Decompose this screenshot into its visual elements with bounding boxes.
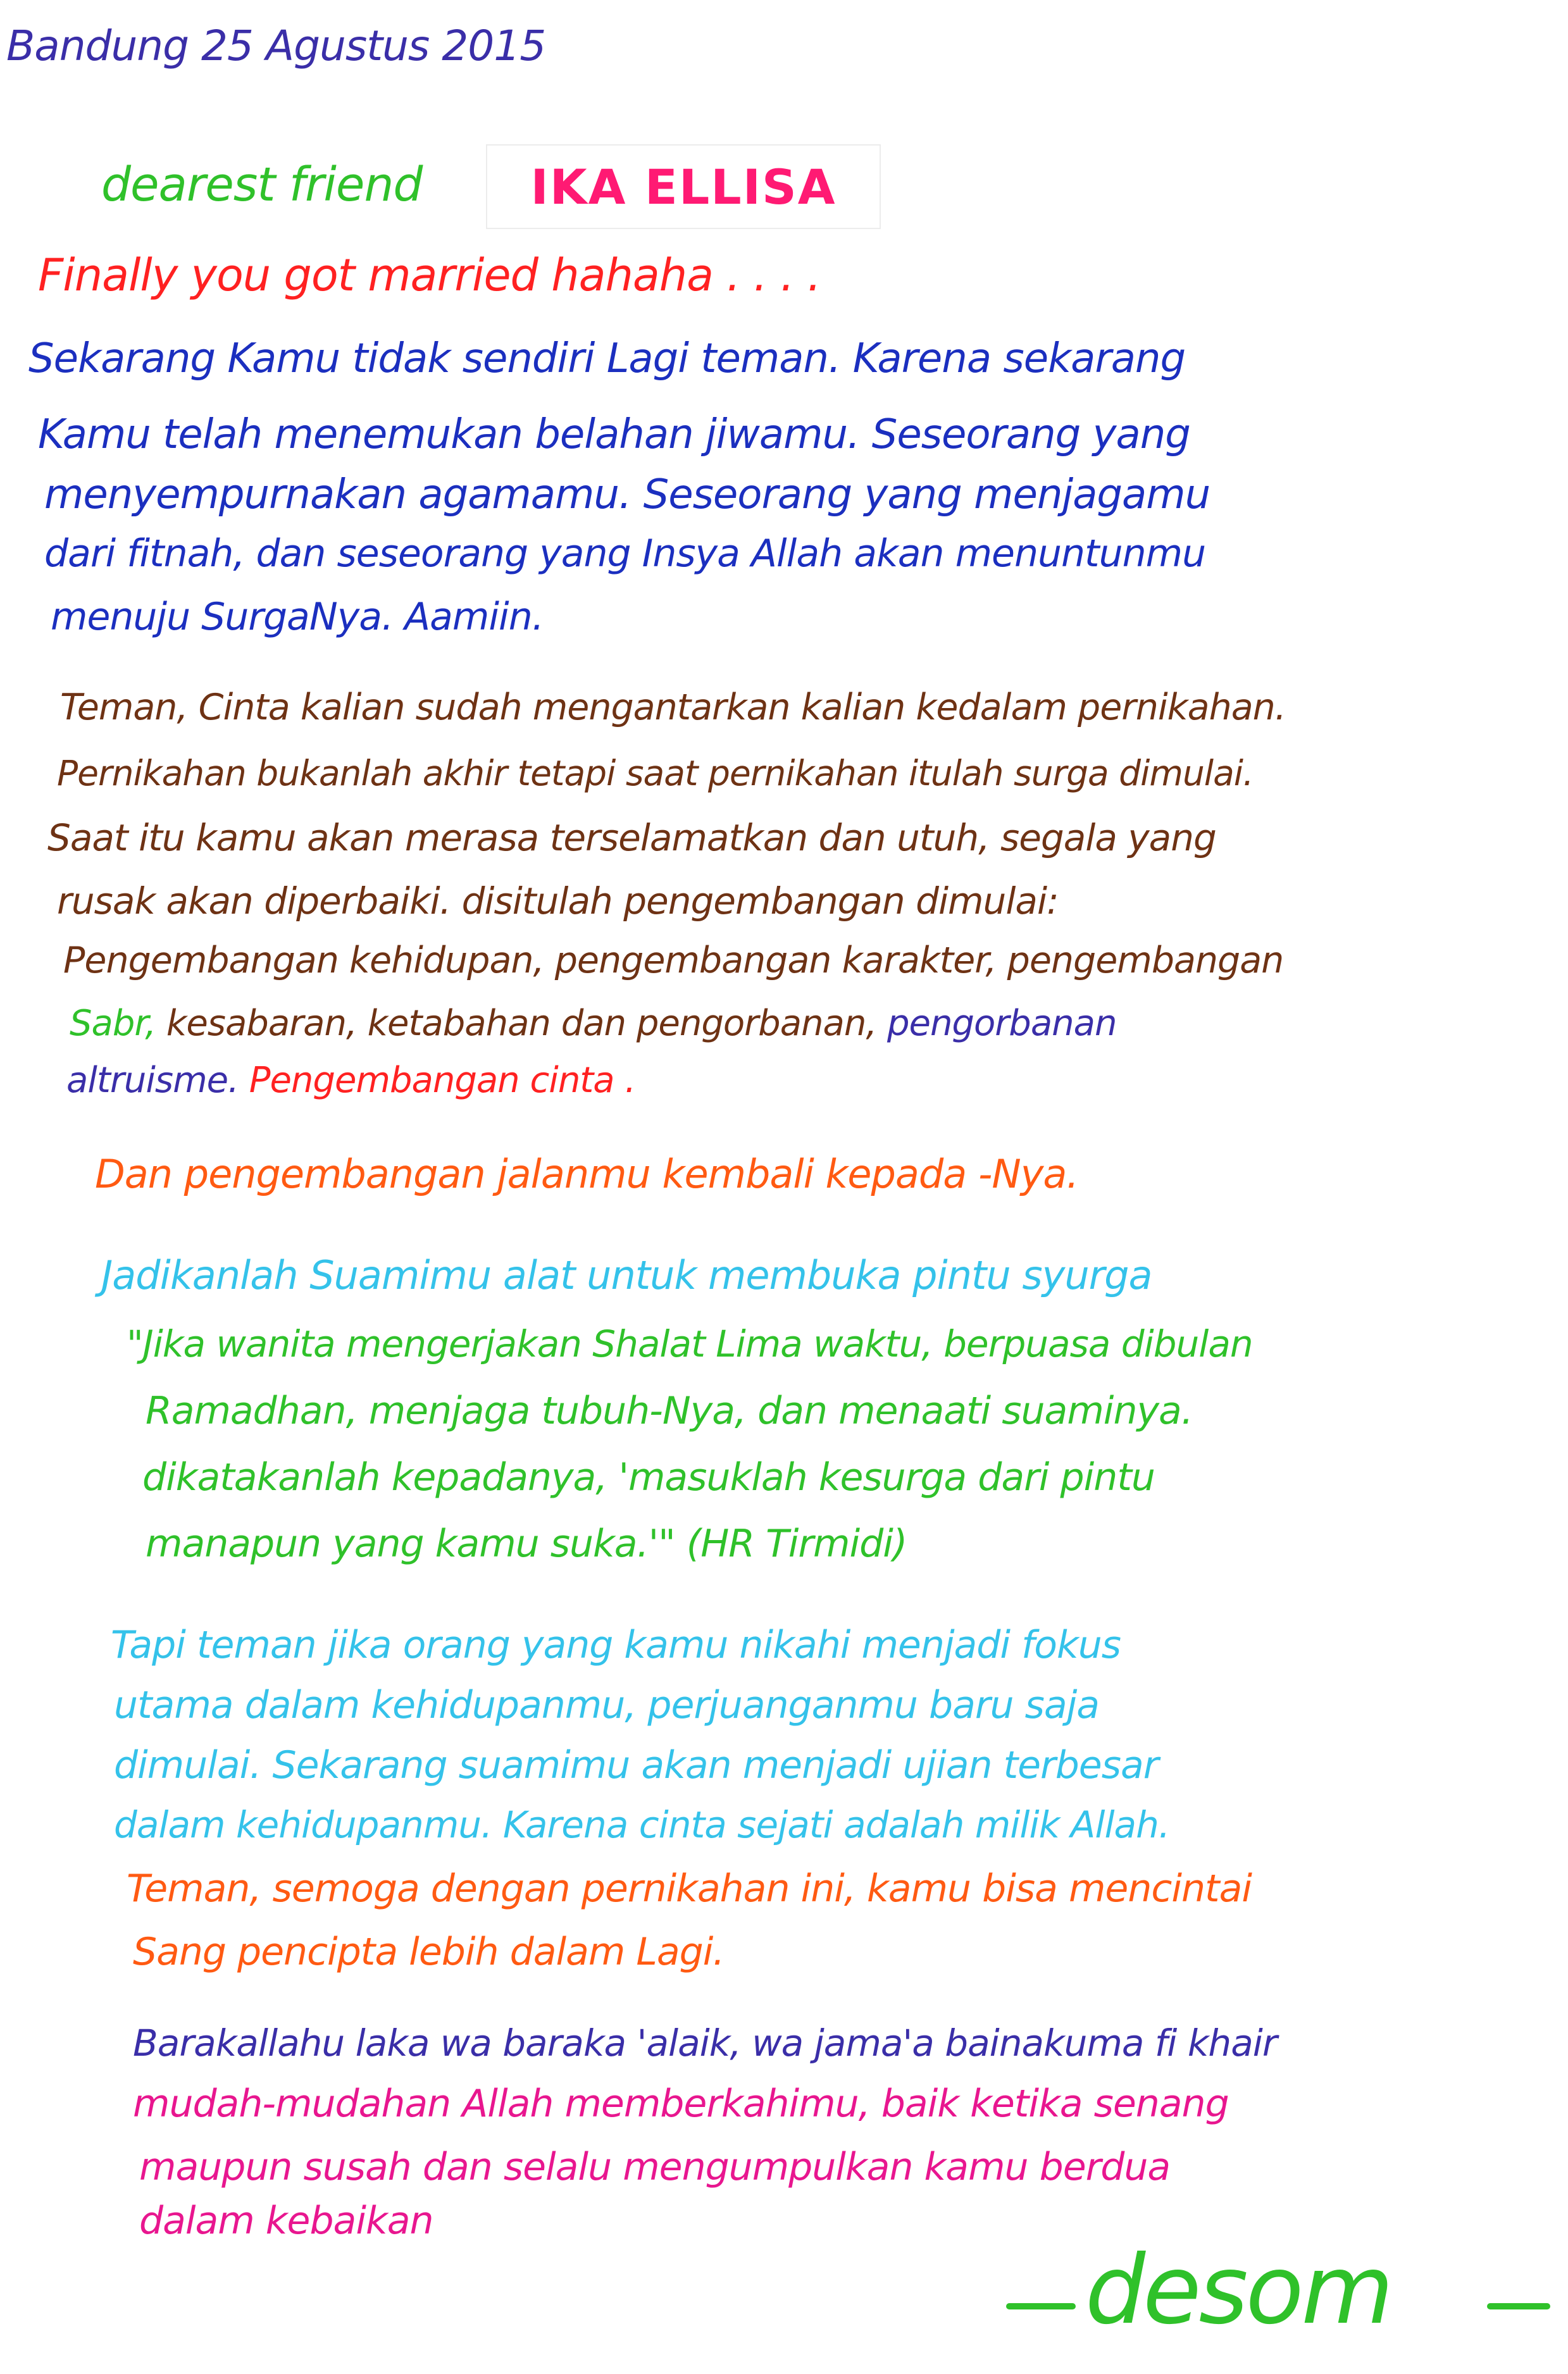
hadith-quote-line: "Jika wanita mengerjakan Shalat Lima waktu, berpuasa dibulan: [127, 1322, 1253, 1365]
paragraph-2-line-6-blue: pengorbanan: [876, 1003, 1117, 1044]
altruisme-word: altruisme.: [66, 1060, 239, 1101]
dua-translation-line: mudah-mudahan Allah memberkahimu, baik ketika senang: [133, 2082, 1229, 2126]
paragraph-2-line: Pengembangan kehidupan, pengembangan karakter, pengembangan: [63, 940, 1284, 981]
signature: [1000, 2227, 1557, 2354]
recipient-name: IKA ELLISA: [530, 158, 837, 215]
signature-name: desom: [1085, 2235, 1391, 2346]
paragraph-5-line: Tapi teman jika orang yang kamu nikahi menjadi fokus: [111, 1623, 1121, 1667]
hadith-quote-line: dikatakanlah kepadanya, 'masuklah kesurga dari pintu: [142, 1455, 1155, 1500]
paragraph-1-line: menuju SurgaNya. Aamiin.: [51, 595, 544, 639]
paragraph-1-line: menyempurnakan agamamu. Seseorang yang menjagamu: [44, 471, 1210, 518]
paragraph-2-line-6-brown: kesabaran, ketabahan dan pengorbanan,: [156, 1003, 877, 1044]
signature-dash-right: [1487, 2303, 1550, 2309]
paragraph-1-line: Kamu telah menemukan belahan jiwamu. Seseorang yang: [38, 411, 1190, 458]
paragraph-5-line: dimulai. Sekarang suamimu akan menjadi ujian terbesar: [114, 1743, 1159, 1787]
hadith-quote-line: Ramadhan, menjaga tubuh-Nya, dan menaati suaminya.: [146, 1389, 1193, 1433]
paragraph-2-line: Teman, Cinta kalian sudah mengantarkan kalian kedalam pernikahan.: [60, 687, 1286, 728]
paragraph-1-line: dari fitnah, dan seseorang yang Insya Allah akan menuntunmu: [44, 531, 1206, 576]
paragraph-3: Dan pengembangan jalanmu kembali kepada -Nya.: [95, 1151, 1079, 1197]
paragraph-2-line: Pernikahan bukanlah akhir tetapi saat pernikahan itulah surga dimulai.: [57, 753, 1254, 793]
pengembangan-cinta: Pengembangan cinta .: [238, 1060, 636, 1101]
paragraph-6-line: Sang pencipta lebih dalam Lagi.: [133, 1930, 725, 1974]
signature-dash-left: [1006, 2303, 1076, 2309]
dua-translation-line: maupun susah dan selalu mengumpulkan kamu berdua: [139, 2145, 1171, 2189]
paragraph-5-line: dalam kehidupanmu. Karena cinta sejati adalah milik Allah.: [114, 1803, 1170, 1846]
paragraph-5-line: utama dalam kehidupanmu, perjuanganmu baru saja: [114, 1683, 1100, 1727]
recipient-name-label: [487, 146, 880, 228]
paragraph-6-line: Teman, semoga dengan pernikahan ini, kamu bisa mencintai: [127, 1867, 1252, 1911]
sabr-word: Sabr,: [70, 1003, 156, 1044]
opening-line: Finally you got married hahaha . . . .: [38, 249, 821, 301]
paragraph-2-line: rusak akan diperbaiki. disitulah pengembangan dimulai:: [57, 879, 1059, 923]
hadith-quote-line: manapun yang kamu suka.'" (HR Tirmidi): [146, 1522, 907, 1566]
greeting: dearest friend: [101, 158, 423, 212]
letter-date: Bandung 25 Agustus 2015: [6, 22, 546, 70]
paragraph-4-intro: Jadikanlah Suamimu alat untuk membuka pintu syurga: [101, 1252, 1152, 1298]
paragraph-2-line-7: [66, 1060, 636, 1101]
paragraph-2-line: Saat itu kamu akan merasa terselamatkan dan utuh, segala yang: [47, 816, 1216, 859]
dua-translation-line: dalam kebaikan: [139, 2199, 433, 2243]
dua-arabic: Barakallahu laka wa baraka 'alaik, wa jama'a bainakuma fi khair: [133, 2022, 1277, 2065]
paragraph-2-line-6: [70, 1003, 1117, 1044]
paragraph-1-line: Sekarang Kamu tidak sendiri Lagi teman. Karena sekarang: [28, 335, 1186, 382]
